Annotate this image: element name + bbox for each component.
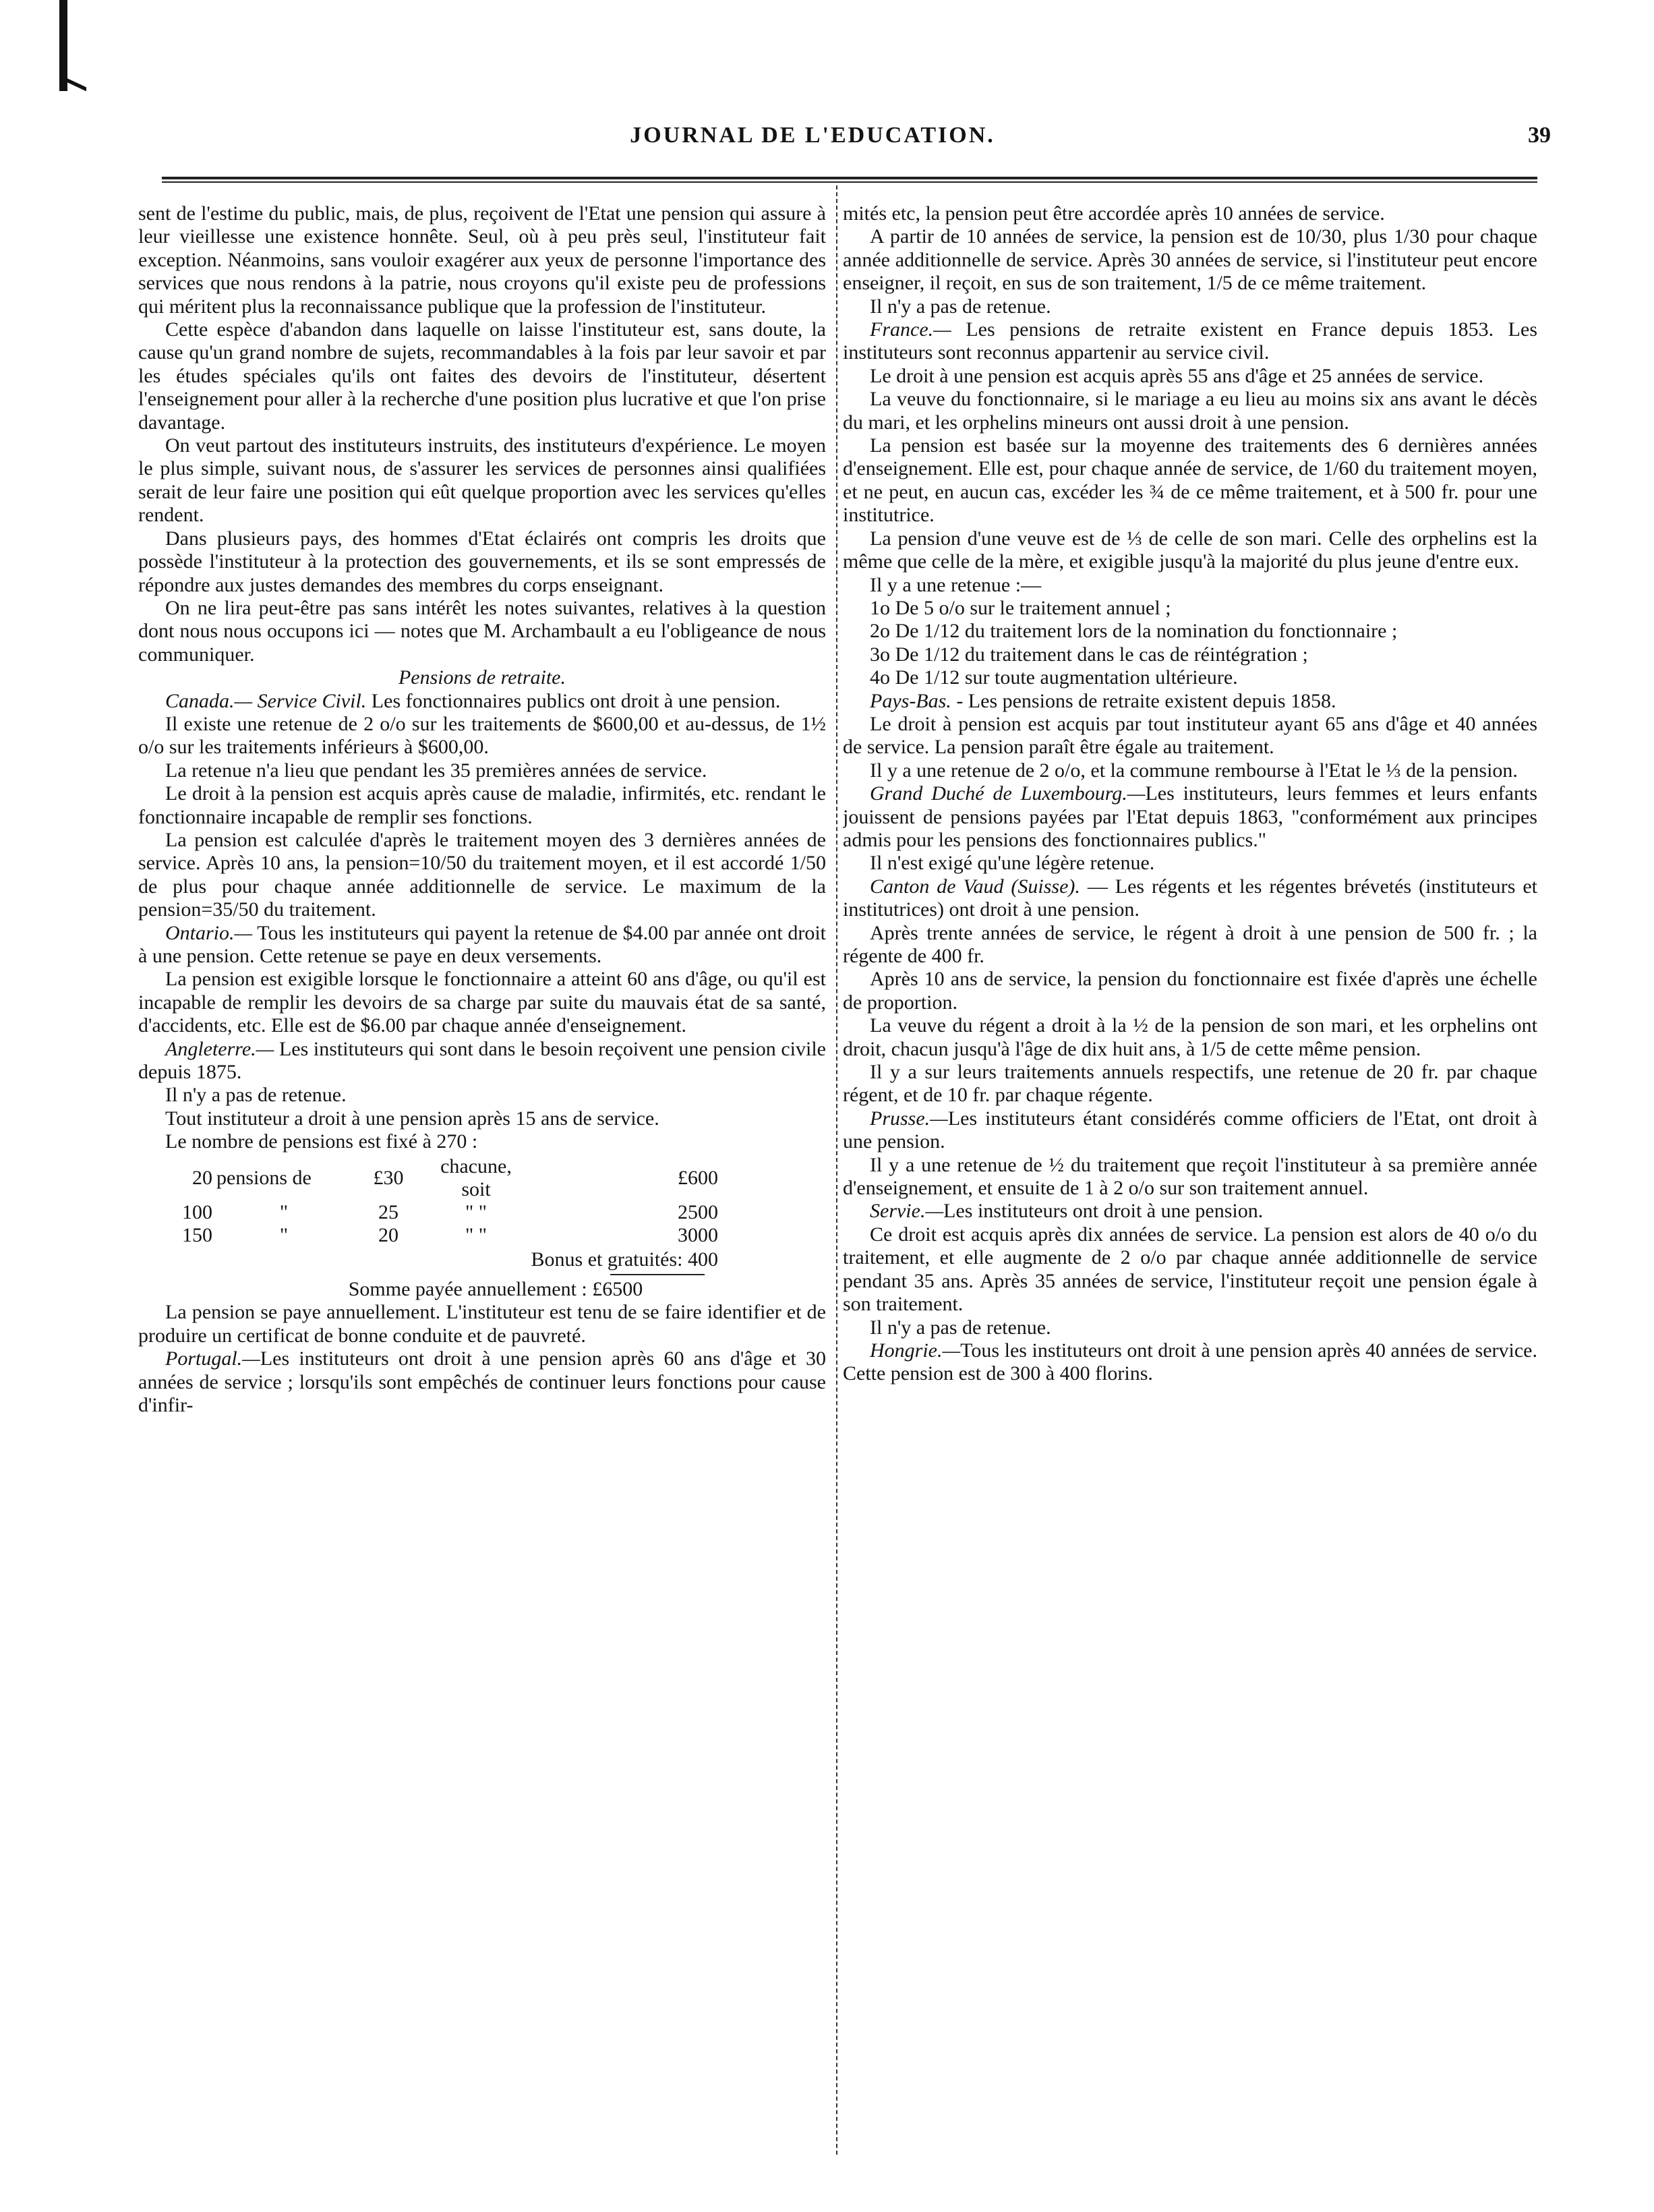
paragraph-text: Les instituteurs qui sont dans le besoin reçoivent une pension civile depuis 1875. — [138, 1037, 826, 1084]
total-line: Somme payée annuellement : £6500 — [348, 1278, 643, 1301]
table-cell: " — [279, 1223, 289, 1246]
table-row — [138, 1201, 826, 1224]
table-cell: 2500 — [678, 1200, 718, 1223]
section-heading: Pensions de retraite. — [398, 666, 566, 689]
country-label: France.— — [870, 318, 951, 341]
table-cell: £30 — [373, 1166, 404, 1189]
table-cell: 20 — [192, 1166, 212, 1189]
paragraph-text: - Les pensions de retraite existent depuis 1858. — [951, 689, 1336, 712]
paragraph: La veuve du fonctionnaire, si le mariage a eu lieu au moins six ans avant le décès du mari, et les orphelins mineurs ont aussi droit à une pension. — [843, 388, 1537, 434]
country-label: Prusse.— — [870, 1107, 948, 1130]
paragraph-text: — Les régents et les régentes brévetés (instituteurs et institutrices) ont droit à une pension. — [843, 875, 1537, 921]
paragraph: Il y a sur leurs traitements annuels respectifs, une retenue de 20 fr. par chaque régent, et de 10 fr. par chaque régente. — [843, 1061, 1537, 1107]
paragraph-text: Tous les instituteurs ont droit à une pension après 40 années de service. Cette pension est de 300 à 400 florins. — [843, 1339, 1537, 1385]
page-number: 39 — [1528, 123, 1551, 148]
page-header — [74, 108, 1551, 155]
paragraph: Il n'y a pas de retenue. — [870, 1316, 1051, 1339]
paragraph: Après trente années de service, le régent à droit à une pension de 500 fr. ; la régente de 400 fr. — [843, 921, 1537, 967]
paragraph: La pension est exigible lorsque le fonctionnaire a atteint 60 ans d'âge, ou qu'il est incapable de remplir les devoirs de sa charge par suite du mauvais état de sa santé, d'accidents, etc. Elle est de $6.00 par chaque année d'enseignement. — [138, 968, 826, 1037]
paragraph: Il n'y a pas de retenue. — [870, 295, 1051, 318]
table-cell: £600 — [678, 1166, 718, 1189]
paragraph: Il y a une retenue de 2 o/o, et la commune rembourse à l'Etat le ⅓ de la pension. — [870, 759, 1518, 782]
paragraph: On ne lira peut-être pas sans intérêt les notes suivantes, relatives à la question dont nous nous occupons ici — notes que M. Archambault a eu l'obligeance de nous communiquer. — [138, 596, 826, 666]
paragraph: Ce droit est acquis après dix années de service. La pension est alors de 40 o/o du traitement, et elle augmente de 2 o/o par chaque année additionnelle de service pendant 35 ans. Après 35 années de service, l'instituteur reçoit une pension égale à son traitement. — [843, 1223, 1537, 1316]
country-label: Ontario.— — [165, 921, 253, 944]
paragraph: mités etc, la pension peut être accordée après 10 années de service. — [843, 202, 1385, 225]
running-title: JOURNAL DE L'EDUCATION. — [630, 123, 995, 148]
paragraph: La retenue n'a lieu que pendant les 35 premières années de service. — [165, 759, 707, 782]
paragraph — [138, 922, 826, 968]
country-label: Canada.— Service Civil. — [165, 689, 367, 712]
list-item: 3o De 1/12 du traitement dans le cas de réintégration ; — [870, 643, 1308, 666]
country-label: Grand Duché de Luxembourg.— — [870, 782, 1146, 805]
paragraph: On veut partout des instituteurs instruits, des instituteurs d'expérience. Le moyen le plus simple, suivant nous, de s'assurer les services de personnes ainsi qualifiées serait de leur faire une position qui eût quelque proportion avec les services qu'elles rendent. — [138, 434, 826, 527]
paragraph — [843, 1200, 1537, 1223]
paragraph: sent de l'estime du public, mais, de plus, reçoivent de l'Etat une pension qui assure à leur vieillesse une existence honnête. Seul, où à peu près seul, l'instituteur fait exception. Néanmoins, sans vouloir exagérer aux yeux de personne l'importance des services que nous rendons à la patrie, nous croyons qu'il existe peu de professions qui méritent plus la reconnaissance publique que la profession de l'instituteur. — [138, 202, 826, 318]
paragraph-text: Les instituteurs, leurs femmes et leurs enfants jouissent de pensions payées par l'Etat depuis 1863, "conformément aux principes admis pour les pensions des fonctionnaires publics." — [843, 782, 1537, 851]
table-row — [138, 1155, 826, 1201]
paragraph: Le nombre de pensions est fixé à 270 : — [165, 1130, 478, 1153]
table-cell: 150 — [182, 1223, 212, 1246]
paragraph: Le droit à pension est acquis par tout instituteur ayant 65 ans d'âge et 40 années de service. La pension paraît être égale au traitement. — [843, 712, 1537, 759]
paragraph — [138, 690, 826, 713]
pension-table — [138, 1155, 826, 1247]
table-cell: " — [279, 1200, 289, 1223]
paragraph: Dans plusieurs pays, des hommes d'Etat éclairés ont compris les droits que possède l'instituteur à la protection des gouvernements, et ils se sont empressés de répondre aux justes demandes des membres du corps enseignant. — [138, 527, 826, 596]
paragraph: Le droit à la pension est acquis après cause de maladie, infirmités, etc. rendant le fonctionnaire incapable de remplir ses fonctions. — [138, 782, 826, 828]
list-item: 4o De 1/12 sur toute augmentation ultérieure. — [870, 666, 1238, 689]
paragraph: La pension est calculée d'après le traitement moyen des 3 dernières années de service. Après 10 ans, la pension=10/50 du traitement moyen, et il est accordé 1/50 de plus pour chaque année additionnelle de service. Le maximum de la pension=35/50 du traitement. — [138, 828, 826, 921]
paragraph: A partir de 10 années de service, la pension est de 10/30, plus 1/30 pour chaque année additionnelle de service. Après 30 années de service, si l'instituteur peut encore enseigner, il reçoit, en sus de son traitement, 1/5 de ce même traitement. — [843, 225, 1537, 295]
country-label: Canton de Vaud (Suisse). — [870, 875, 1080, 898]
paragraph: Il y a une retenue :— — [870, 573, 1042, 596]
paragraph — [843, 690, 1537, 713]
list-item: 2o De 1/12 du traitement lors de la nomination du fonctionnaire ; — [870, 620, 1398, 643]
table-cell: 25 — [378, 1200, 398, 1223]
country-label: Hongrie.— — [870, 1339, 961, 1362]
table-cell: " " — [465, 1223, 487, 1246]
paragraph — [138, 1347, 826, 1417]
paragraph: La pension d'une veuve est de ⅓ de celle de son mari. Celle des orphelins est la même que celle de la mère, et exigible jusqu'à la majorité du plus jeune d'entre eux. — [843, 527, 1537, 573]
paragraph — [843, 318, 1537, 365]
paragraph — [138, 1038, 826, 1084]
paragraph: Cette espèce d'abandon dans laquelle on laisse l'instituteur est, sans doute, la cause qu'un grand nombre de sujets, recommandables à la fois par leur savoir et par les études spéciales qu'ils ont faites des devoirs de l'instituteur, désertent l'enseignement pour aller à la recherche d'une position plus lucrative et que l'on prise davantage. — [138, 318, 826, 434]
paragraph: Après 10 ans de service, la pension du fonctionnaire est fixée d'après une échelle de proportion. — [843, 968, 1537, 1014]
country-label: Portugal.— — [165, 1347, 260, 1370]
paragraph: La pension est basée sur la moyenne des traitements des 6 dernières années d'enseignement. Elle est, pour chaque année de service, de 1/60 du traitement moyen, et ne peut, en aucun cas, excéder les ¾ de ce même traitement, et à 500 fr. pour une institutrice. — [843, 434, 1537, 527]
table-row — [138, 1224, 826, 1247]
paragraph: La pension se paye annuellement. L'instituteur est tenu de se faire identifier et de produire un certificat de bonne conduite et de pauvreté. — [138, 1301, 826, 1347]
left-column — [138, 202, 826, 2158]
table-cell: " " — [465, 1200, 487, 1223]
country-label: Pays-Bas. — [870, 689, 951, 712]
paragraph-text: Les pensions de retraite existent en France depuis 1853. Les instituteurs sont reconnus appartenir au service civil. — [843, 318, 1537, 364]
paragraph — [843, 1107, 1537, 1154]
paragraph: Le droit à une pension est acquis après 55 ans d'âge et 25 années de service. — [870, 364, 1484, 387]
page-edge-mark — [59, 0, 67, 91]
paragraph: Il n'y a pas de retenue. — [165, 1084, 347, 1107]
paragraph — [843, 782, 1537, 852]
paragraph: Il n'est exigé qu'une légère retenue. — [870, 852, 1155, 875]
paragraph: Il existe une retenue de 2 o/o sur les traitements de $600,00 et au-dessus, de 1½ o/o sur les traitements inférieurs à $600,00. — [138, 712, 826, 759]
table-cell: pensions de — [216, 1166, 312, 1189]
country-label: Servie.— — [870, 1200, 944, 1223]
paragraph-text: Tous les instituteurs qui payent la retenue de $4.00 par année ont droit à une pension. Cette retenue se paye en deux versements. — [138, 921, 826, 967]
paragraph — [843, 875, 1537, 922]
table-cell: 100 — [182, 1200, 212, 1223]
country-label: Angleterre.— — [165, 1037, 274, 1060]
right-column — [843, 202, 1537, 2158]
paragraph: La veuve du régent a droit à la ½ de la pension de son mari, et les orphelins ont droit, chacun jusqu'à l'âge de dix huit ans, à 1/5 de cette même pension. — [843, 1014, 1537, 1060]
bonus-line: Bonus et gratuités: 400 — [531, 1248, 718, 1271]
paragraph-text: Les instituteurs ont droit à une pension. — [943, 1200, 1264, 1223]
paragraph-text: Les instituteurs ont droit à une pension après 60 ans d'âge et 30 années de service ; lorsqu'ils sont empêchés de continuer leurs fonctions pour cause d'infir- — [138, 1347, 826, 1417]
table-cell: chacune, soit — [440, 1155, 512, 1200]
paragraph — [843, 1339, 1537, 1386]
paragraph: Tout instituteur a droit à une pension après 15 ans de service. — [165, 1107, 659, 1130]
header-rule — [162, 177, 1537, 183]
table-cell: 20 — [378, 1223, 398, 1246]
paragraph: Il y a une retenue de ½ du traitement que reçoit l'instituteur à sa première année d'enseignement, et ensuite de 1 à 2 o/o sur son traitement annuel. — [843, 1153, 1537, 1200]
column-divider — [836, 185, 837, 2155]
paragraph-text: Les fonctionnaires publics ont droit à une pension. — [366, 689, 781, 712]
paragraph-text: Les instituteurs étant considérés comme officiers de l'Etat, ont droit à une pension. — [843, 1107, 1537, 1153]
table-cell: 3000 — [678, 1223, 718, 1246]
list-item: 1o De 5 o/o sur le traitement annuel ; — [870, 596, 1171, 619]
total-rule — [610, 1274, 705, 1275]
